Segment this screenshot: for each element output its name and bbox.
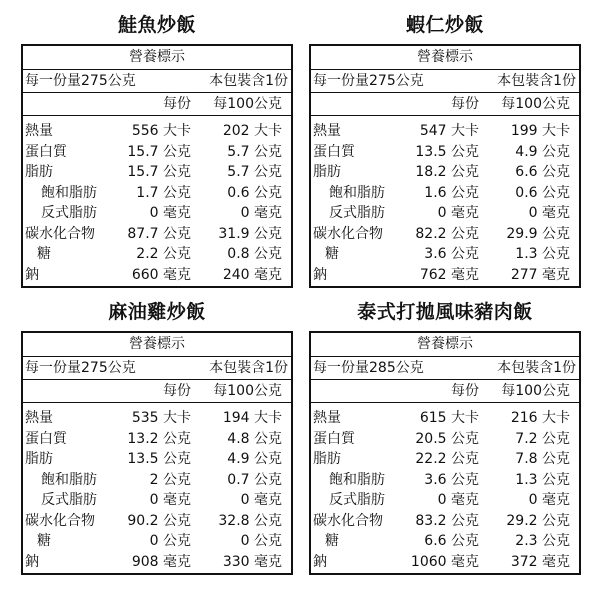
- per-100g-value: 4.9 公克: [227, 451, 282, 467]
- per-serving-value: 1060 毫克: [410, 553, 479, 570]
- nutrient-row: [23, 142, 291, 163]
- per-100g-value: 7.8 公克: [515, 451, 570, 467]
- nutrient-row: [311, 429, 579, 450]
- serving-line: [23, 70, 291, 93]
- per-serving-value: 660 毫克: [131, 266, 191, 283]
- per-100g-value: 32.8 公克: [218, 512, 282, 529]
- nutrient-row: [23, 449, 291, 470]
- per-100g-value: 5.7 公克: [227, 164, 282, 180]
- product-title: 鮭魚炒飯: [117, 14, 196, 36]
- nutrient-rows: [311, 403, 579, 572]
- per-100g-value: 0.6 公克: [227, 184, 282, 201]
- nutrient-row: [311, 121, 579, 142]
- per-serving-value: 535 大卡: [131, 410, 191, 426]
- nutrient-row: [23, 121, 291, 142]
- nutrient-label: 糖: [325, 246, 339, 262]
- per-serving-value: 15.7 公克: [127, 143, 191, 160]
- per-100g-value: 29.9 公克: [506, 225, 570, 242]
- nutrient-row: [23, 552, 291, 573]
- per-serving-value: 0 毫克: [437, 492, 479, 508]
- per-100g-header: 每100公克: [501, 383, 570, 399]
- nutrient-row: [23, 490, 291, 511]
- servings-per-pack: 本包裝含1份: [209, 360, 288, 376]
- per-serving-value: 22.2 公克: [415, 451, 479, 467]
- nutrition-header: 營養標示: [23, 333, 291, 357]
- product-title: 蝦仁炒飯: [405, 14, 484, 36]
- per-100g-value: 4.8 公克: [227, 430, 282, 447]
- nutrient-row: [311, 511, 579, 532]
- nutrient-label: 碳水化合物: [313, 512, 383, 529]
- nutrient-label: 蛋白質: [25, 143, 67, 160]
- nutrient-row: [311, 490, 579, 511]
- per-serving-header: 每份: [163, 96, 191, 112]
- nutrient-label: 鈉: [313, 553, 327, 570]
- per-serving-value: 83.2 公克: [415, 512, 479, 529]
- nutrient-row: [311, 162, 579, 183]
- nutrition-header: 營養標示: [311, 333, 579, 357]
- per-100g-value: 1.3 公克: [515, 246, 570, 262]
- nutrient-label: 糖: [37, 246, 51, 262]
- servings-per-pack: 本包裝含1份: [497, 73, 576, 89]
- per-100g-value: 0 毫克: [240, 492, 282, 508]
- nutrient-label: 飽和脂肪: [329, 471, 385, 488]
- column-headers: [23, 380, 291, 403]
- per-serving-value: 615 大卡: [419, 410, 479, 426]
- per-100g-header: 每100公克: [213, 96, 282, 112]
- nutrient-row: [23, 244, 291, 265]
- per-100g-value: 0 毫克: [528, 205, 570, 221]
- nutrient-label: 熱量: [313, 410, 341, 426]
- nutrient-rows: [23, 403, 291, 572]
- per-100g-value: 202 大卡: [222, 123, 282, 139]
- per-serving-value: 1.6 公克: [424, 184, 479, 201]
- per-100g-value: 4.9 公克: [515, 143, 570, 160]
- per-serving-header: 每份: [163, 383, 191, 399]
- column-headers: [311, 93, 579, 116]
- nutrition-facts-box: [21, 331, 293, 575]
- per-serving-value: 15.7 公克: [127, 164, 191, 180]
- nutrient-label: 脂肪: [25, 451, 53, 467]
- nutrient-label: 飽和脂肪: [329, 184, 385, 201]
- serving-line: [311, 70, 579, 93]
- nutrition-header: 營養標示: [311, 46, 579, 70]
- nutrient-label: 蛋白質: [313, 143, 355, 160]
- per-100g-value: 0.7 公克: [227, 471, 282, 488]
- per-100g-header: 每100公克: [213, 383, 282, 399]
- per-100g-value: 5.7 公克: [227, 143, 282, 160]
- nutrition-panel: [309, 10, 581, 288]
- serving-size: 每一份量275公克: [25, 73, 136, 89]
- nutrient-row: [311, 203, 579, 224]
- per-100g-value: 372 毫克: [510, 553, 570, 570]
- column-headers: [23, 93, 291, 116]
- per-serving-value: 0 毫克: [149, 205, 191, 221]
- nutrient-row: [23, 531, 291, 552]
- per-serving-value: 3.6 公克: [424, 246, 479, 262]
- per-100g-value: 194 大卡: [222, 410, 282, 426]
- nutrition-facts-box: [309, 44, 581, 288]
- nutrient-row: [23, 408, 291, 429]
- nutrient-label: 脂肪: [313, 164, 341, 180]
- nutrient-row: [23, 429, 291, 450]
- per-serving-value: 556 大卡: [131, 123, 191, 139]
- servings-per-pack: 本包裝含1份: [209, 73, 288, 89]
- nutrition-panel: [21, 297, 293, 575]
- per-100g-value: 0 公克: [240, 533, 282, 549]
- nutrient-label: 碳水化合物: [25, 512, 95, 529]
- nutrient-row: [311, 224, 579, 245]
- nutrient-row: [311, 408, 579, 429]
- per-serving-value: 2 公克: [149, 471, 191, 488]
- nutrient-label: 熱量: [25, 123, 53, 139]
- per-serving-value: 0 公克: [149, 533, 191, 549]
- per-100g-value: 7.2 公克: [515, 430, 570, 447]
- nutrient-label: 蛋白質: [25, 430, 67, 447]
- nutrient-row: [23, 224, 291, 245]
- per-serving-value: 908 毫克: [131, 553, 191, 570]
- serving-line: [311, 357, 579, 380]
- nutrient-rows: [23, 116, 291, 285]
- nutrient-row: [23, 470, 291, 491]
- per-100g-value: 199 大卡: [510, 123, 570, 139]
- nutrient-label: 熱量: [313, 123, 341, 139]
- product-title: 泰式打拋風味豬肉飯: [357, 301, 533, 323]
- nutrient-row: [23, 162, 291, 183]
- per-100g-value: 29.2 公克: [506, 512, 570, 529]
- per-100g-header: 每100公克: [501, 96, 570, 112]
- nutrient-label: 鈉: [313, 266, 327, 283]
- nutrient-label: 反式脂肪: [329, 205, 385, 221]
- nutrient-row: [311, 244, 579, 265]
- nutrient-label: 蛋白質: [313, 430, 355, 447]
- nutrient-row: [311, 265, 579, 286]
- per-100g-value: 2.3 公克: [515, 533, 570, 549]
- nutrient-row: [311, 552, 579, 573]
- nutrient-label: 糖: [325, 533, 339, 549]
- per-100g-value: 0.6 公克: [515, 184, 570, 201]
- nutrient-row: [311, 142, 579, 163]
- per-serving-value: 13.5 公克: [415, 143, 479, 160]
- product-title: 麻油雞炒飯: [108, 301, 206, 323]
- per-100g-value: 0 毫克: [240, 205, 282, 221]
- nutrient-label: 碳水化合物: [25, 225, 95, 242]
- nutrient-row: [311, 183, 579, 204]
- per-100g-value: 216 大卡: [510, 410, 570, 426]
- per-serving-value: 2.2 公克: [136, 246, 191, 262]
- per-serving-value: 90.2 公克: [127, 512, 191, 529]
- nutrient-row: [23, 265, 291, 286]
- nutrient-label: 糖: [37, 533, 51, 549]
- per-100g-value: 6.6 公克: [515, 164, 570, 180]
- nutrition-facts-box: [309, 331, 581, 575]
- nutrient-label: 飽和脂肪: [41, 471, 97, 488]
- per-100g-value: 240 毫克: [222, 266, 282, 283]
- per-100g-value: 0 毫克: [528, 492, 570, 508]
- per-100g-value: 1.3 公克: [515, 471, 570, 488]
- nutrient-label: 碳水化合物: [313, 225, 383, 242]
- nutrient-row: [23, 511, 291, 532]
- serving-size: 每一份量285公克: [313, 360, 424, 376]
- nutrient-label: 鈉: [25, 553, 39, 570]
- per-serving-value: 82.2 公克: [415, 225, 479, 242]
- per-100g-value: 31.9 公克: [218, 225, 282, 242]
- per-serving-value: 3.6 公克: [424, 471, 479, 488]
- nutrition-header: 營養標示: [23, 46, 291, 70]
- serving-size: 每一份量275公克: [25, 360, 136, 376]
- per-100g-value: 330 毫克: [222, 553, 282, 570]
- per-100g-value: 277 毫克: [510, 266, 570, 283]
- nutrition-panel: [309, 297, 581, 575]
- nutrient-row: [311, 449, 579, 470]
- nutrient-label: 熱量: [25, 410, 53, 426]
- per-serving-value: 1.7 公克: [136, 184, 191, 201]
- nutrient-label: 反式脂肪: [41, 205, 97, 221]
- nutrient-label: 脂肪: [25, 164, 53, 180]
- nutrient-label: 鈉: [25, 266, 39, 283]
- nutrient-row: [311, 531, 579, 552]
- per-serving-value: 547 大卡: [419, 123, 479, 139]
- per-serving-value: 6.6 公克: [424, 533, 479, 549]
- nutrient-label: 反式脂肪: [329, 492, 385, 508]
- column-headers: [311, 380, 579, 403]
- serving-size: 每一份量275公克: [313, 73, 424, 89]
- per-serving-value: 13.2 公克: [127, 430, 191, 447]
- per-serving-value: 0 毫克: [437, 205, 479, 221]
- nutrient-row: [23, 183, 291, 204]
- per-serving-value: 87.7 公克: [127, 225, 191, 242]
- nutrient-row: [23, 203, 291, 224]
- per-serving-header: 每份: [451, 383, 479, 399]
- serving-line: [23, 357, 291, 380]
- nutrient-label: 脂肪: [313, 451, 341, 467]
- per-serving-value: 13.5 公克: [127, 451, 191, 467]
- per-serving-value: 0 毫克: [149, 492, 191, 508]
- per-100g-value: 0.8 公克: [227, 246, 282, 262]
- nutrient-label: 反式脂肪: [41, 492, 97, 508]
- nutrition-panel: [21, 10, 293, 288]
- per-serving-value: 20.5 公克: [415, 430, 479, 447]
- nutrition-facts-box: [21, 44, 293, 288]
- nutrient-row: [311, 470, 579, 491]
- per-serving-header: 每份: [451, 96, 479, 112]
- per-serving-value: 762 毫克: [419, 266, 479, 283]
- servings-per-pack: 本包裝含1份: [497, 360, 576, 376]
- nutrient-rows: [311, 116, 579, 285]
- nutrient-label: 飽和脂肪: [41, 184, 97, 201]
- per-serving-value: 18.2 公克: [415, 164, 479, 180]
